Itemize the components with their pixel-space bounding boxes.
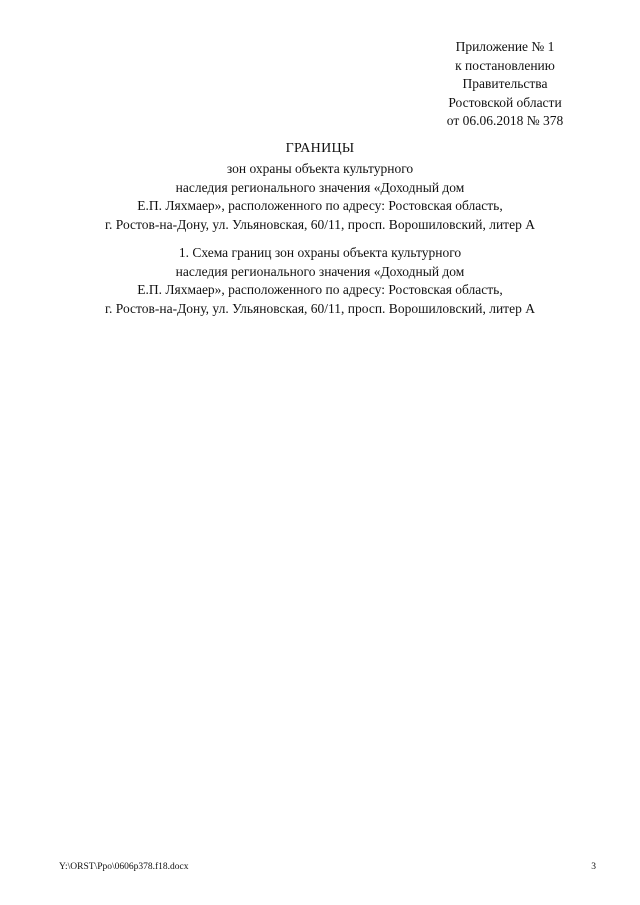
- section-line: г. Ростов-на-Дону, ул. Ульяновская, 60/11, просп. Ворошиловский, литер А: [105, 300, 535, 316]
- section-line: 1. Схема границ зон охраны объекта культурного: [178, 245, 462, 260]
- section-heading: [0, 244, 640, 318]
- subtitle-line: г. Ростов-на-Дону, ул. Ульяновская, 60/11, просп. Ворошиловский, литер А: [105, 216, 535, 232]
- subtitle-line: зон охраны объекта культурного: [226, 161, 414, 176]
- appendix-header: [420, 38, 590, 131]
- subtitle-line: наследия регионального значения «Доходный дом: [175, 179, 465, 195]
- section-line: Е.П. Ляхмаер», расположенного по адресу: Ростовская область,: [137, 282, 503, 297]
- appendix-line: от 06.06.2018 № 378: [446, 113, 564, 128]
- section-line: наследия регионального значения «Доходный дом: [175, 263, 465, 279]
- appendix-line: к постановлению: [455, 57, 555, 73]
- appendix-line: Приложение № 1: [455, 39, 555, 54]
- appendix-line: Ростовской области: [448, 94, 562, 110]
- subtitle-line: Е.П. Ляхмаер», расположенного по адресу: Ростовская область,: [137, 198, 503, 213]
- footer-page-number: 3: [591, 862, 596, 872]
- footer-file-path: Y:\ORST\Ppo\0606p378.f18.docx: [59, 862, 189, 872]
- document-subtitle: [0, 160, 640, 234]
- appendix-line: Правительства: [462, 76, 548, 91]
- document-title: ГРАНИЦЫ: [285, 141, 355, 156]
